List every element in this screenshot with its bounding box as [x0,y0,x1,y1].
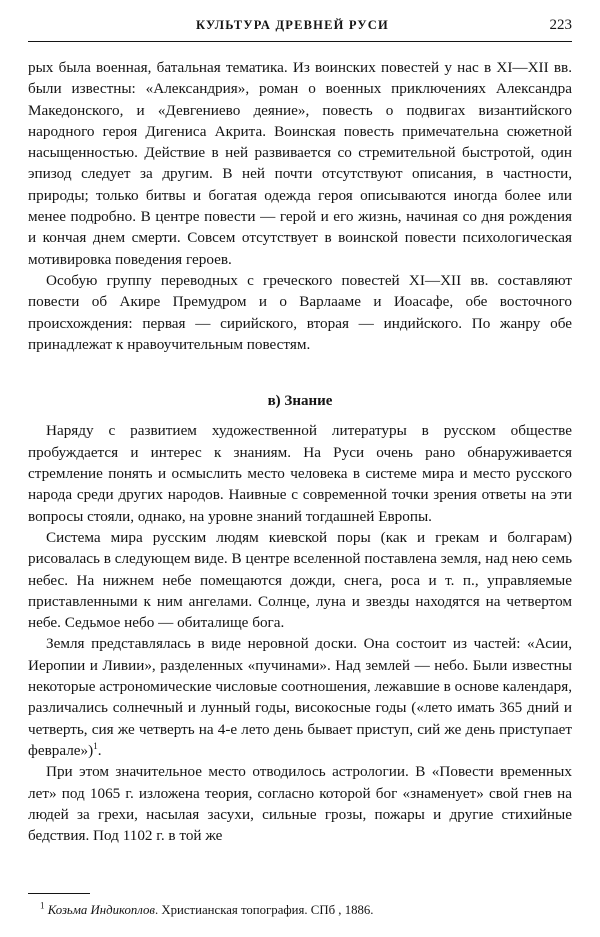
footnote [40,902,374,918]
paragraph-earth-text: Земля представлялась в виде неровной доски. Она состоит из частей: «Асии, Иеропии и Ливии», разделенных «пучинами». Над землей — небо. Были известны некоторые астрономические числовые соотношения, лежавшие в основе календаря, различались солнечный и лунный годы, високосные годы («лето имать 365 дний и четверть, сия же четверть на 4-е лето день бывает приступ, сий же день приступает феврале») [28,635,572,759]
footnote-marker: 1 [40,900,45,911]
footnote-rule [28,893,90,894]
running-head [28,18,572,36]
paragraph-world-system: Система мира русским людям киевской поры (как и грекам и болгарам) рисовалась в следующем виде. В центре вселенной поставлена земля, над нею семь небес. На нижнем небе помещаются дожди, снега, роса и т. п., управляемые приставленными к ним ангелами. Солнце, луна и звезды находятся на четвертом небе. Седьмое небо — обиталище бога. [28,528,572,632]
paragraph-earth [28,633,572,761]
footnote-text: . Христианская топография. СПб , 1886. [154,903,374,917]
paragraph-earth-end: . [97,741,102,759]
paragraph-astrology: При этом значительное место отводилось астрологии. В «Повести временных лет» под 1065 г. изложена теория, согласно которой бог «знаменует» свой гнев на людей за грехи, насылая засухи, сильные грозы, пожары и другие стихийные бедствия. Под 1102 г. в той же [28,763,572,845]
running-title: КУЛЬТУРА ДРЕВНЕЙ РУСИ [196,18,389,32]
book-page [28,0,572,937]
footnote-author: Козьма Индикоплов [47,903,155,917]
footnote-reference[interactable]: 1 [93,740,98,751]
body-text [28,57,572,846]
paragraph-knowledge: Наряду с развитием художественной литературы в русском обществе пробуждается и интерес к знаниям. На Руси очень рано обнаруживается стремление понять и осмыслить место человека в системе мира и место русского народа среди других народов. Наивные с современной точки зрения ответы на эти вопросы стояли, однако, на уровне знаний тогдашней Европы. [28,422,572,525]
page-number: 223 [549,17,572,33]
header-rule [28,41,572,42]
section-heading: в) Знание [267,393,333,410]
paragraph-continued: рых была военная, батальная тематика. Из воинских повестей у нас в XI—XII вв. были известны: «Александрия», роман о военных приключениях Александра Македонского, и «Девгениево деяние», повесть о подвигах византийского народного героя Дигениса Акрита. Воинская повесть примечательна сюжетной насыщенностью. Действие в ней развивается со стремительной быстротой, один эпизод следует за другим. В ней почти отсутствуют описания, в частности, природы; только битвы и богатая одежда героя описываются иногда более или менее подробно. В центре повести — герой и его жизнь, начиная со дня рождения и кончая днем смерти. Совсем отсутствует в воинской повести психологическая мотивировка поведения героев. [28,59,572,268]
paragraph-translated-tales: Особую группу переводных с греческого повестей XI—XII вв. составляют повести об Акире Премудром и о Варлааме и Иоасафе, обе восточного происхождения: первая — сирийского, вторая — индийского. По жанру обе принадлежат к нравоучительным повестям. [28,271,572,353]
